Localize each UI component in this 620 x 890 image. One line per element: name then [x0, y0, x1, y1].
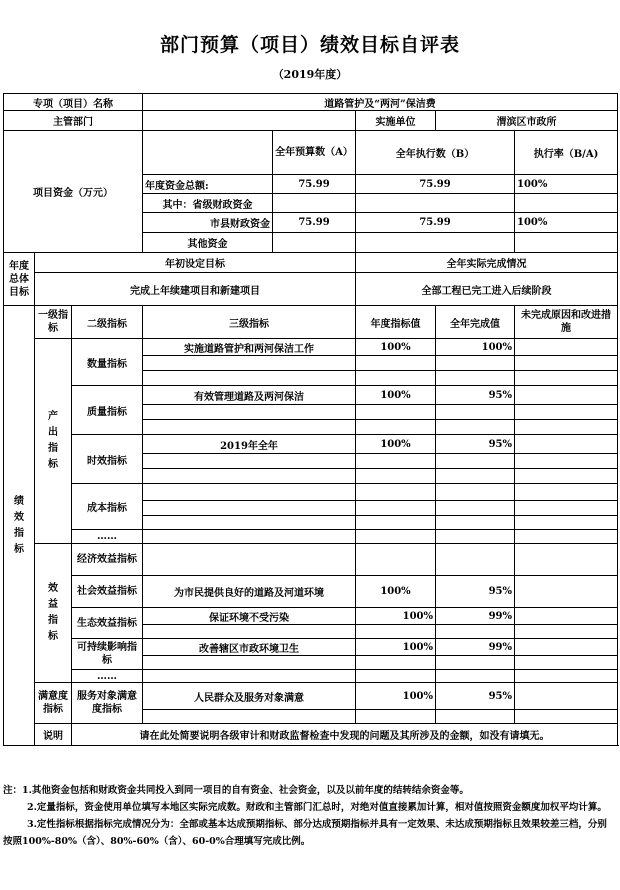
time-indicator-label: 时效指标 [72, 435, 143, 484]
perf-header-l3: 三级指标 [143, 306, 356, 339]
satisfaction-indicator-label: 满意度指标 [35, 683, 72, 724]
perf-header-reason: 未完成原因和改进措施 [515, 306, 618, 339]
eco-indicator-name: 保证环境不受污染 [143, 608, 356, 625]
social-indicator-target: 100% [356, 576, 436, 608]
social-indicator-label: 社会效益指标 [72, 576, 143, 608]
impl-unit-value: 渭滨区市政所 [436, 111, 618, 131]
output-ellipsis: …… [72, 530, 143, 544]
project-name-value: 道路管护及“两河”保洁费 [143, 94, 618, 111]
sustain-indicator-label: 可持续影响指标 [72, 639, 143, 670]
cost-indicator-label: 成本指标 [72, 484, 143, 530]
dept-value [143, 111, 356, 131]
remark-text: 请在此处简要说明各级审计和财政监督检查中发现的问题及其所涉及的金额，如没有请填无。 [72, 724, 618, 746]
perf-header-l2: 二级指标 [72, 306, 143, 339]
satisfaction-indicator-done: 95% [436, 683, 515, 710]
footnote-1: 注：1.其他资金包括和财政资金共同投入到同一项目的自有资金、社会资金，以及以前年度的结转结余资金等。 [3, 785, 469, 796]
time-indicator-name: 2019年全年 [143, 435, 356, 454]
funds-prov-rate [515, 194, 618, 213]
qty-indicator-name: 实施道路管护和两河保洁工作 [143, 339, 356, 356]
quality-indicator-target: 100% [356, 386, 436, 405]
funds-prov-budget [273, 194, 356, 213]
annual-goal-label: 年度总体目标 [4, 253, 35, 306]
footnote-3: 3.定性指标根据指标完成情况分为：全部或基本达成预期指标、部分达成预期指标并具有一定效果、未达成预期指标且效果较差三档，分别按照100%-80%（含）、80%-60%（含）、60-0%合理填写完成比例。 [3, 819, 607, 847]
perf-header-l1: 一级指标 [35, 306, 72, 339]
qty-indicator-label: 数量指标 [72, 339, 143, 386]
qty-indicator-target: 100% [356, 339, 436, 356]
funds-prov-exec [356, 194, 515, 213]
perf-indicator-label: 绩效指标 [4, 306, 35, 746]
funds-total-exec: 75.99 [356, 175, 515, 194]
social-indicator-reason [515, 576, 618, 608]
funds-total-budget: 75.99 [273, 175, 356, 194]
goal-set-value: 完成上年续建项目和新建项目 [35, 273, 356, 306]
dept-label: 主管部门 [4, 111, 143, 131]
satisfaction-sub-label: 服务对象满意度指标 [72, 683, 143, 724]
remark-label: 说明 [35, 724, 72, 746]
funds-header-exec: 全年执行数（B） [356, 131, 515, 175]
funds-other-label: 其他资金 [143, 233, 273, 253]
funds-label: 项目资金（万元） [4, 131, 143, 253]
funds-header-blank [143, 131, 273, 175]
funds-other-rate [515, 233, 618, 253]
time-indicator-done: 95% [436, 435, 515, 454]
sustain-indicator-done: 99% [436, 639, 515, 656]
footnotes [3, 782, 615, 850]
funds-city-label: 市县财政资金 [143, 213, 273, 233]
satisfaction-indicator-reason [515, 683, 618, 710]
funds-total-rate: 100% [515, 175, 618, 194]
qty-indicator-done: 100% [436, 339, 515, 356]
page-title: 部门预算（项目）绩效目标自评表 [159, 34, 460, 56]
funds-prov-label: 其中：省级财政资金 [143, 194, 273, 213]
output-indicator-label: 产出指标 [35, 339, 72, 544]
goal-set-header: 年初设定目标 [35, 253, 356, 273]
funds-header-budget: 全年预算数（A） [273, 131, 356, 175]
funds-other-exec [356, 233, 515, 253]
project-name-label: 专项（项目）名称 [4, 94, 143, 111]
funds-city-rate: 100% [515, 213, 618, 233]
social-indicator-done: 95% [436, 576, 515, 608]
time-indicator-reason [515, 435, 618, 454]
sustain-indicator-name: 改善辖区市政环境卫生 [143, 639, 356, 656]
goal-actual-value: 全部工程已完工进入后续阶段 [356, 273, 618, 306]
satisfaction-indicator-name: 人民群众及服务对象满意 [143, 683, 356, 710]
funds-city-exec: 75.99 [356, 213, 515, 233]
econ-indicator-label: 经济效益指标 [72, 544, 143, 576]
satisfaction-indicator-target: 100% [356, 683, 436, 710]
funds-other-budget [273, 233, 356, 253]
eco-indicator-done: 99% [436, 608, 515, 625]
eco-indicator-reason [515, 608, 618, 625]
report-year: （2019年度） [272, 68, 348, 81]
funds-total-label: 年度资金总额: [143, 175, 273, 194]
impl-unit-label: 实施单位 [356, 111, 436, 131]
funds-header-rate: 执行率（B/A) [515, 131, 618, 175]
sustain-indicator-target: 100% [356, 639, 436, 656]
quality-indicator-done: 95% [436, 386, 515, 405]
quality-indicator-name: 有效管理道路及两河保洁 [143, 386, 356, 405]
benefit-ellipsis: …… [72, 670, 143, 683]
social-indicator-name: 为市民提供良好的道路及河道环境 [143, 576, 356, 608]
sustain-indicator-reason [515, 639, 618, 656]
qty-indicator-reason [515, 339, 618, 356]
perf-header-done: 全年完成值 [436, 306, 515, 339]
footnote-2: 2.定量指标，资金使用单位填写本地区实际完成数。财政和主管部门汇总时，对绝对值直接累加计算，相对值按照资金额度加权平均计算。 [27, 802, 607, 813]
perf-header-target: 年度指标值 [356, 306, 436, 339]
time-indicator-target: 100% [356, 435, 436, 454]
eco-indicator-label: 生态效益指标 [72, 608, 143, 639]
quality-indicator-label: 质量指标 [72, 386, 143, 435]
quality-indicator-reason [515, 386, 618, 405]
benefit-indicator-label: 效益指标 [35, 544, 72, 683]
goal-actual-header: 全年实际完成情况 [356, 253, 618, 273]
evaluation-table [3, 93, 618, 746]
eco-indicator-target: 100% [356, 608, 436, 625]
funds-city-budget: 75.99 [273, 213, 356, 233]
